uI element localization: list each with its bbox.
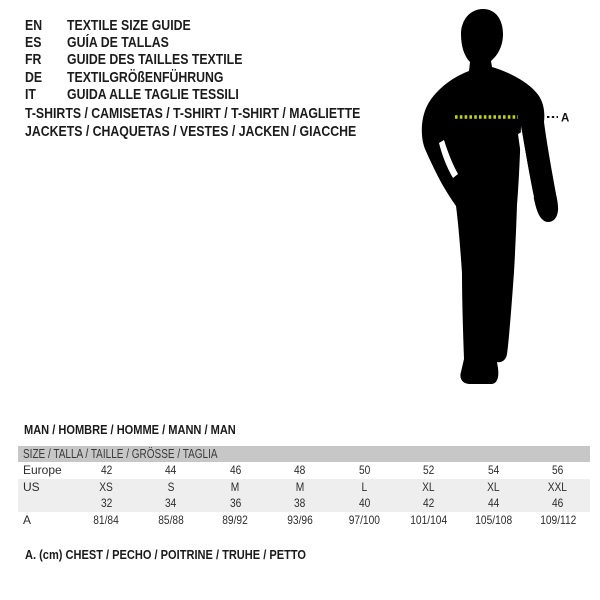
language-row-it	[25, 86, 281, 103]
cell-value: XS	[99, 479, 114, 494]
cell-value: XL	[487, 479, 500, 494]
table-row-us	[18, 479, 590, 496]
cell-value: M	[295, 479, 304, 494]
size-table-header-label: SIZE / TALLA / TAILLE / GRÖSSE / TAGLIA	[23, 447, 218, 461]
language-label: TEXTILGRÖßENFÜHRUNG	[67, 68, 224, 86]
cell-value: 46	[552, 496, 564, 511]
cell-value: 52	[423, 463, 435, 478]
cell-value: 50	[358, 463, 370, 478]
cell-value: 93/96	[286, 512, 313, 527]
size-table	[18, 446, 590, 528]
language-label: GUÍA DE TALLAS	[67, 34, 169, 52]
cell-value: 40	[358, 496, 370, 511]
cell-value: 42	[423, 496, 435, 511]
cell-value: XL	[422, 479, 435, 494]
cell-value: 42	[100, 463, 112, 478]
cell-value: 48	[294, 463, 306, 478]
row-label: Europe	[23, 463, 62, 478]
cell-value: M	[231, 479, 240, 494]
cell-value: 36	[229, 496, 241, 511]
cell-value: 89/92	[222, 512, 249, 527]
table-row-us-numeric	[18, 495, 590, 512]
cell-value: 81/84	[93, 512, 120, 527]
cell-value: 54	[487, 463, 499, 478]
size-table-header	[18, 446, 590, 462]
cell-value: 97/100	[348, 512, 380, 527]
product-line-jackets: JACKETS / CHAQUETAS / VESTES / JACKEN / GIACCHE	[25, 123, 357, 140]
cell-value: 56	[552, 463, 564, 478]
language-code: FR	[25, 51, 42, 69]
cell-value: L	[361, 479, 368, 494]
language-label: GUIDA ALLE TAGLIE TESSILI	[67, 85, 239, 103]
language-code: ES	[25, 34, 42, 52]
cell-value: 46	[229, 463, 241, 478]
row-label: A	[23, 512, 32, 527]
cell-value: 38	[294, 496, 306, 511]
language-row-fr	[25, 51, 281, 68]
cell-value: 44	[487, 496, 499, 511]
language-label: TEXTILE SIZE GUIDE	[67, 17, 191, 35]
table-row-europe	[18, 462, 590, 479]
row-label: US	[23, 479, 40, 494]
measure-label-a: A	[561, 112, 570, 125]
cell-value: XXL	[548, 479, 568, 494]
cell-value: 85/88	[157, 512, 184, 527]
cell-value: 44	[165, 463, 177, 478]
language-row-de	[25, 69, 281, 86]
product-categories	[25, 105, 434, 141]
language-list	[25, 17, 281, 103]
cell-value: 101/104	[410, 512, 448, 527]
language-code: DE	[25, 68, 43, 86]
language-code: EN	[25, 17, 43, 35]
product-line-tshirts: T-SHIRTS / CAMISETAS / T-SHIRT / T-SHIRT / MAGLIETTE	[25, 105, 361, 122]
cell-value: 105/108	[474, 512, 512, 527]
language-row-en	[25, 17, 281, 34]
man-silhouette-path	[422, 9, 558, 384]
section-title-man: MAN / HOMBRE / HOMME / MANN / MAN	[24, 422, 236, 437]
cell-value: 34	[165, 496, 177, 511]
cell-value: S	[167, 479, 175, 494]
table-row-chest-a	[18, 512, 590, 529]
language-code: IT	[25, 85, 36, 103]
language-label: GUIDE DES TAILLES TEXTILE	[67, 51, 243, 69]
cell-value: 32	[100, 496, 112, 511]
cell-value: 109/112	[539, 512, 576, 527]
man-silhouette-figure	[400, 0, 600, 400]
man-silhouette-svg	[400, 0, 600, 400]
footnote-chest-measure: A. (cm) CHEST / PECHO / POITRINE / TRUHE / PETTO	[25, 547, 306, 562]
language-row-es	[25, 34, 281, 51]
